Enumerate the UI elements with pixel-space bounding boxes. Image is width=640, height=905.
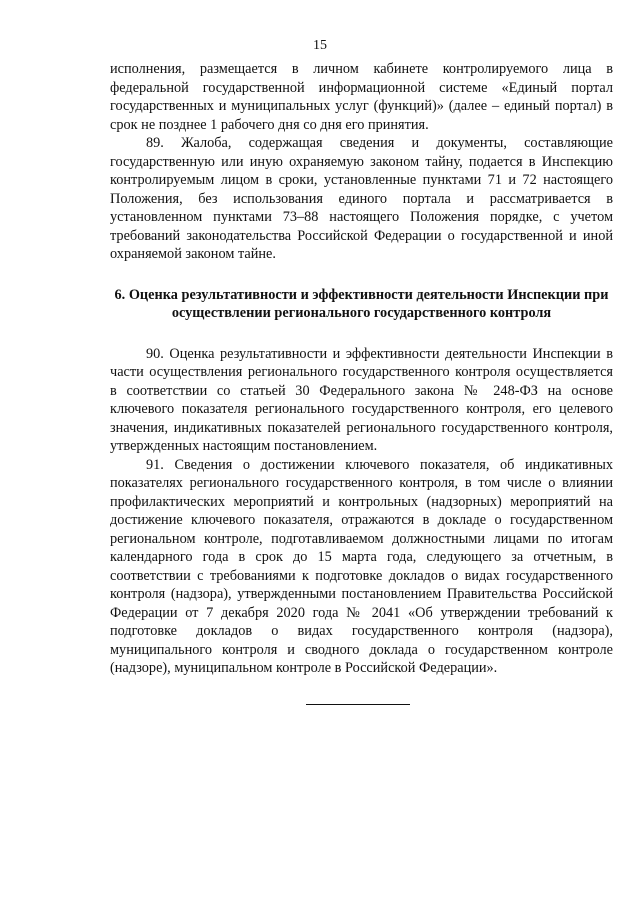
paragraph-89: 89. Жалоба, содержащая сведения и документы, составляющие государственную или иную охраняемую законом тайну, подается в Инспекцию контролируемым лицом в сроки, установленные пунктами 71 и 72 настоящего Положения, без использования единого портала и рассматривается в установленном пунктами 73–88 настоящего Положения порядке, с учетом требований законодательства Российской Федерации о государственной и иной охраняемой законом тайне.	[110, 135, 613, 262]
page-number: 15	[313, 38, 327, 53]
document-body	[110, 60, 613, 678]
end-divider	[306, 704, 410, 705]
paragraph-continuation: исполнения, размещается в личном кабинете контролируемого лица в федеральной государственной информационной системе «Единый портал государственных и муниципальных услуг (функций)» (далее – единый портал) в срок не позднее 1 рабочего дня со дня его принятия.	[110, 61, 613, 133]
paragraph-90: 90. Оценка результативности и эффективности деятельности Инспекции в части осуществления регионального государственного контроля осуществляется в соответствии со статьей 30 Федерального закона № 248-ФЗ на основе ключевого показателя регионального государственного контроля, его целевого значения, индикативных показателей регионального государственного контроля, утвержденных настоящим постановлением.	[110, 345, 613, 454]
section-title: 6. Оценка результативности и эффективности деятельности Инспекции при осуществлении регионального государственного контроля	[114, 286, 609, 321]
paragraph-91: 91. Сведения о достижении ключевого показателя, об индикативных показателях регионального государственного контроля, в том числе о влиянии профилактических мероприятий и контрольных (надзорных) мероприятий на достижение ключевого показателя, отражаются в докладе о государственном региональном контроле, подготавливаемом должностными лицами по итогам календарного года в срок до 15 марта года, следующего за отчетным, в соответствии с требованиями к подготовке докладов о видах государственного контроля (надзора), утвержденными постановлением Правительства Российской Федерации от 7 декабря 2020 года № 2041 «Об утверждении требований к подготовке докладов о видах государственного контроля (надзора), муниципального контроля и сводного доклада о государственном контроле (надзоре), муниципальном контроле в Российской Федерации».	[110, 456, 613, 676]
